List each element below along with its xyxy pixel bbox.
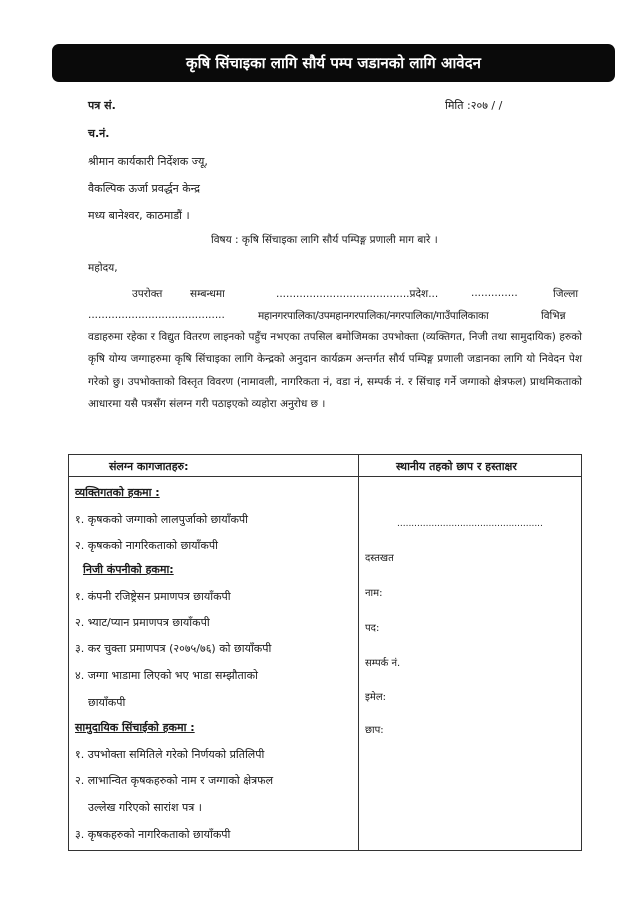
documents-table <box>68 454 582 851</box>
section-private-company: निजी कंपनीको हकमा: <box>83 563 174 576</box>
field-stamp: छाप: <box>365 725 384 736</box>
body-line2-b: महानगरपालिका/उपमहानगरपालिका/नगरपालिका/गाउँपालिकाका <box>258 310 489 322</box>
list-item: ३. कर चुक्ता प्रमाणपत्र (२०७५/७६) को छायाँकपी <box>75 642 272 655</box>
field-contact: सम्पर्क नं. <box>365 658 401 669</box>
address-line-3: मध्य बानेश्वर, काठमाडौं । <box>88 209 190 222</box>
body-line1-b: सम्बन्धमा <box>190 288 225 300</box>
body-line1-a: उपरोक्त <box>132 288 163 300</box>
list-item: २. कृषकको नागरिकताको छायाँकपी <box>75 539 218 552</box>
salutation: महोदय, <box>88 262 118 274</box>
field-signature: दस्तखत <box>365 553 394 564</box>
section-individual: व्यक्तिगतको हकमा : <box>75 486 160 499</box>
list-item: १. कंपनी रजिष्ट्रेसन प्रमाणपत्र छायाँकपी <box>75 590 231 603</box>
body-line2-a: ......................................... <box>88 309 225 321</box>
field-position: पद: <box>365 623 380 634</box>
address-line-2: वैकल्पिक ऊर्जा प्रवर्द्धन केन्द्र <box>88 182 200 195</box>
page-title: कृषि सिंचाइका लागि सौर्य पम्प जडानको लागि आवेदन <box>186 54 481 72</box>
list-item-continuation: छायाँकपी <box>88 696 126 709</box>
body-line1-e: जिल्ला <box>553 288 579 300</box>
body-line2-c: विभिन्न <box>541 310 566 322</box>
body-line1-d: .............. <box>471 287 518 299</box>
list-item: १. कृषकको जग्गाको लालपुर्जाको छायाँकपी <box>75 513 248 526</box>
date-field: मिति :२०७ / / <box>445 99 503 112</box>
list-item: २. भ्याट/प्यान प्रमाणपत्र छायाँकपी <box>75 616 210 629</box>
chalani-label: च.नं. <box>88 127 110 140</box>
address-line-1: श्रीमान कार्यकारी निर्देशक ज्यू, <box>88 155 208 168</box>
header-divider <box>69 476 581 477</box>
section-community: सामुदायिक सिंचाईको हकमा : <box>75 721 195 734</box>
title-banner <box>52 44 615 82</box>
field-email: इमेल: <box>365 692 387 703</box>
field-name: नाम: <box>365 588 383 599</box>
patra-sankhya-label: पत्र सं. <box>88 99 116 112</box>
list-item: २. लाभान्वित कृषकहरुको नाम र जग्गाको क्षेत्रफल <box>75 774 274 787</box>
stamp-signature-header: स्थानीय तहको छाप र हस्ताक्षर <box>396 460 517 473</box>
list-item: ३. कृषकहरुको नागरिकताको छायाँकपी <box>75 828 231 841</box>
column-divider <box>358 455 359 850</box>
list-item-continuation: उल्लेख गरिएको सारांश पत्र । <box>88 801 202 814</box>
body-paragraph: वडाहरुमा रहेका र विद्युत वितरण लाइनको पहुँच नभएका तपसिल बमोजिमका उपभोक्ता (व्यक्तिगत, निजी तथा सामुदायिक) हरुको कृषि योग्य जग्गाहरुमा कृषि सिंचाइका लागि केन्द्रको अनुदान कार्यक्रम अन्तर्गत सौर्य पम्पिङ्ग प्रणाली जडानका लागि यो निवेदन पेश गरेको छु। उपभोक्ताको विस्तृत विवरण (नामावली, नागरिकता नं, वडा नं, सम्पर्क नं. र सिंचाइ गर्ने जग्गाको क्षेत्रफल) प्राथमिकताको आधारमा यसै पत्रसँग संलग्न गरी पठाइएको व्यहोरा अनुरोध छ । <box>88 331 582 411</box>
list-item: १. उपभोक्ता समितिले गरेको निर्णयको प्रतिलिपी <box>75 748 265 761</box>
signature-line: ................................................... <box>397 519 543 529</box>
attachments-header: संलग्न कागजातहरु: <box>109 460 189 473</box>
list-item: ४. जग्गा भाडामा लिएको भए भाडा सम्झौताको <box>75 669 258 682</box>
body-line1-c: ........................................प्रदेश... <box>276 288 439 300</box>
subject-line: विषय : कृषि सिंचाइका लागि सौर्य पम्पिङ्ग प्रणाली माग बारे । <box>211 234 438 246</box>
